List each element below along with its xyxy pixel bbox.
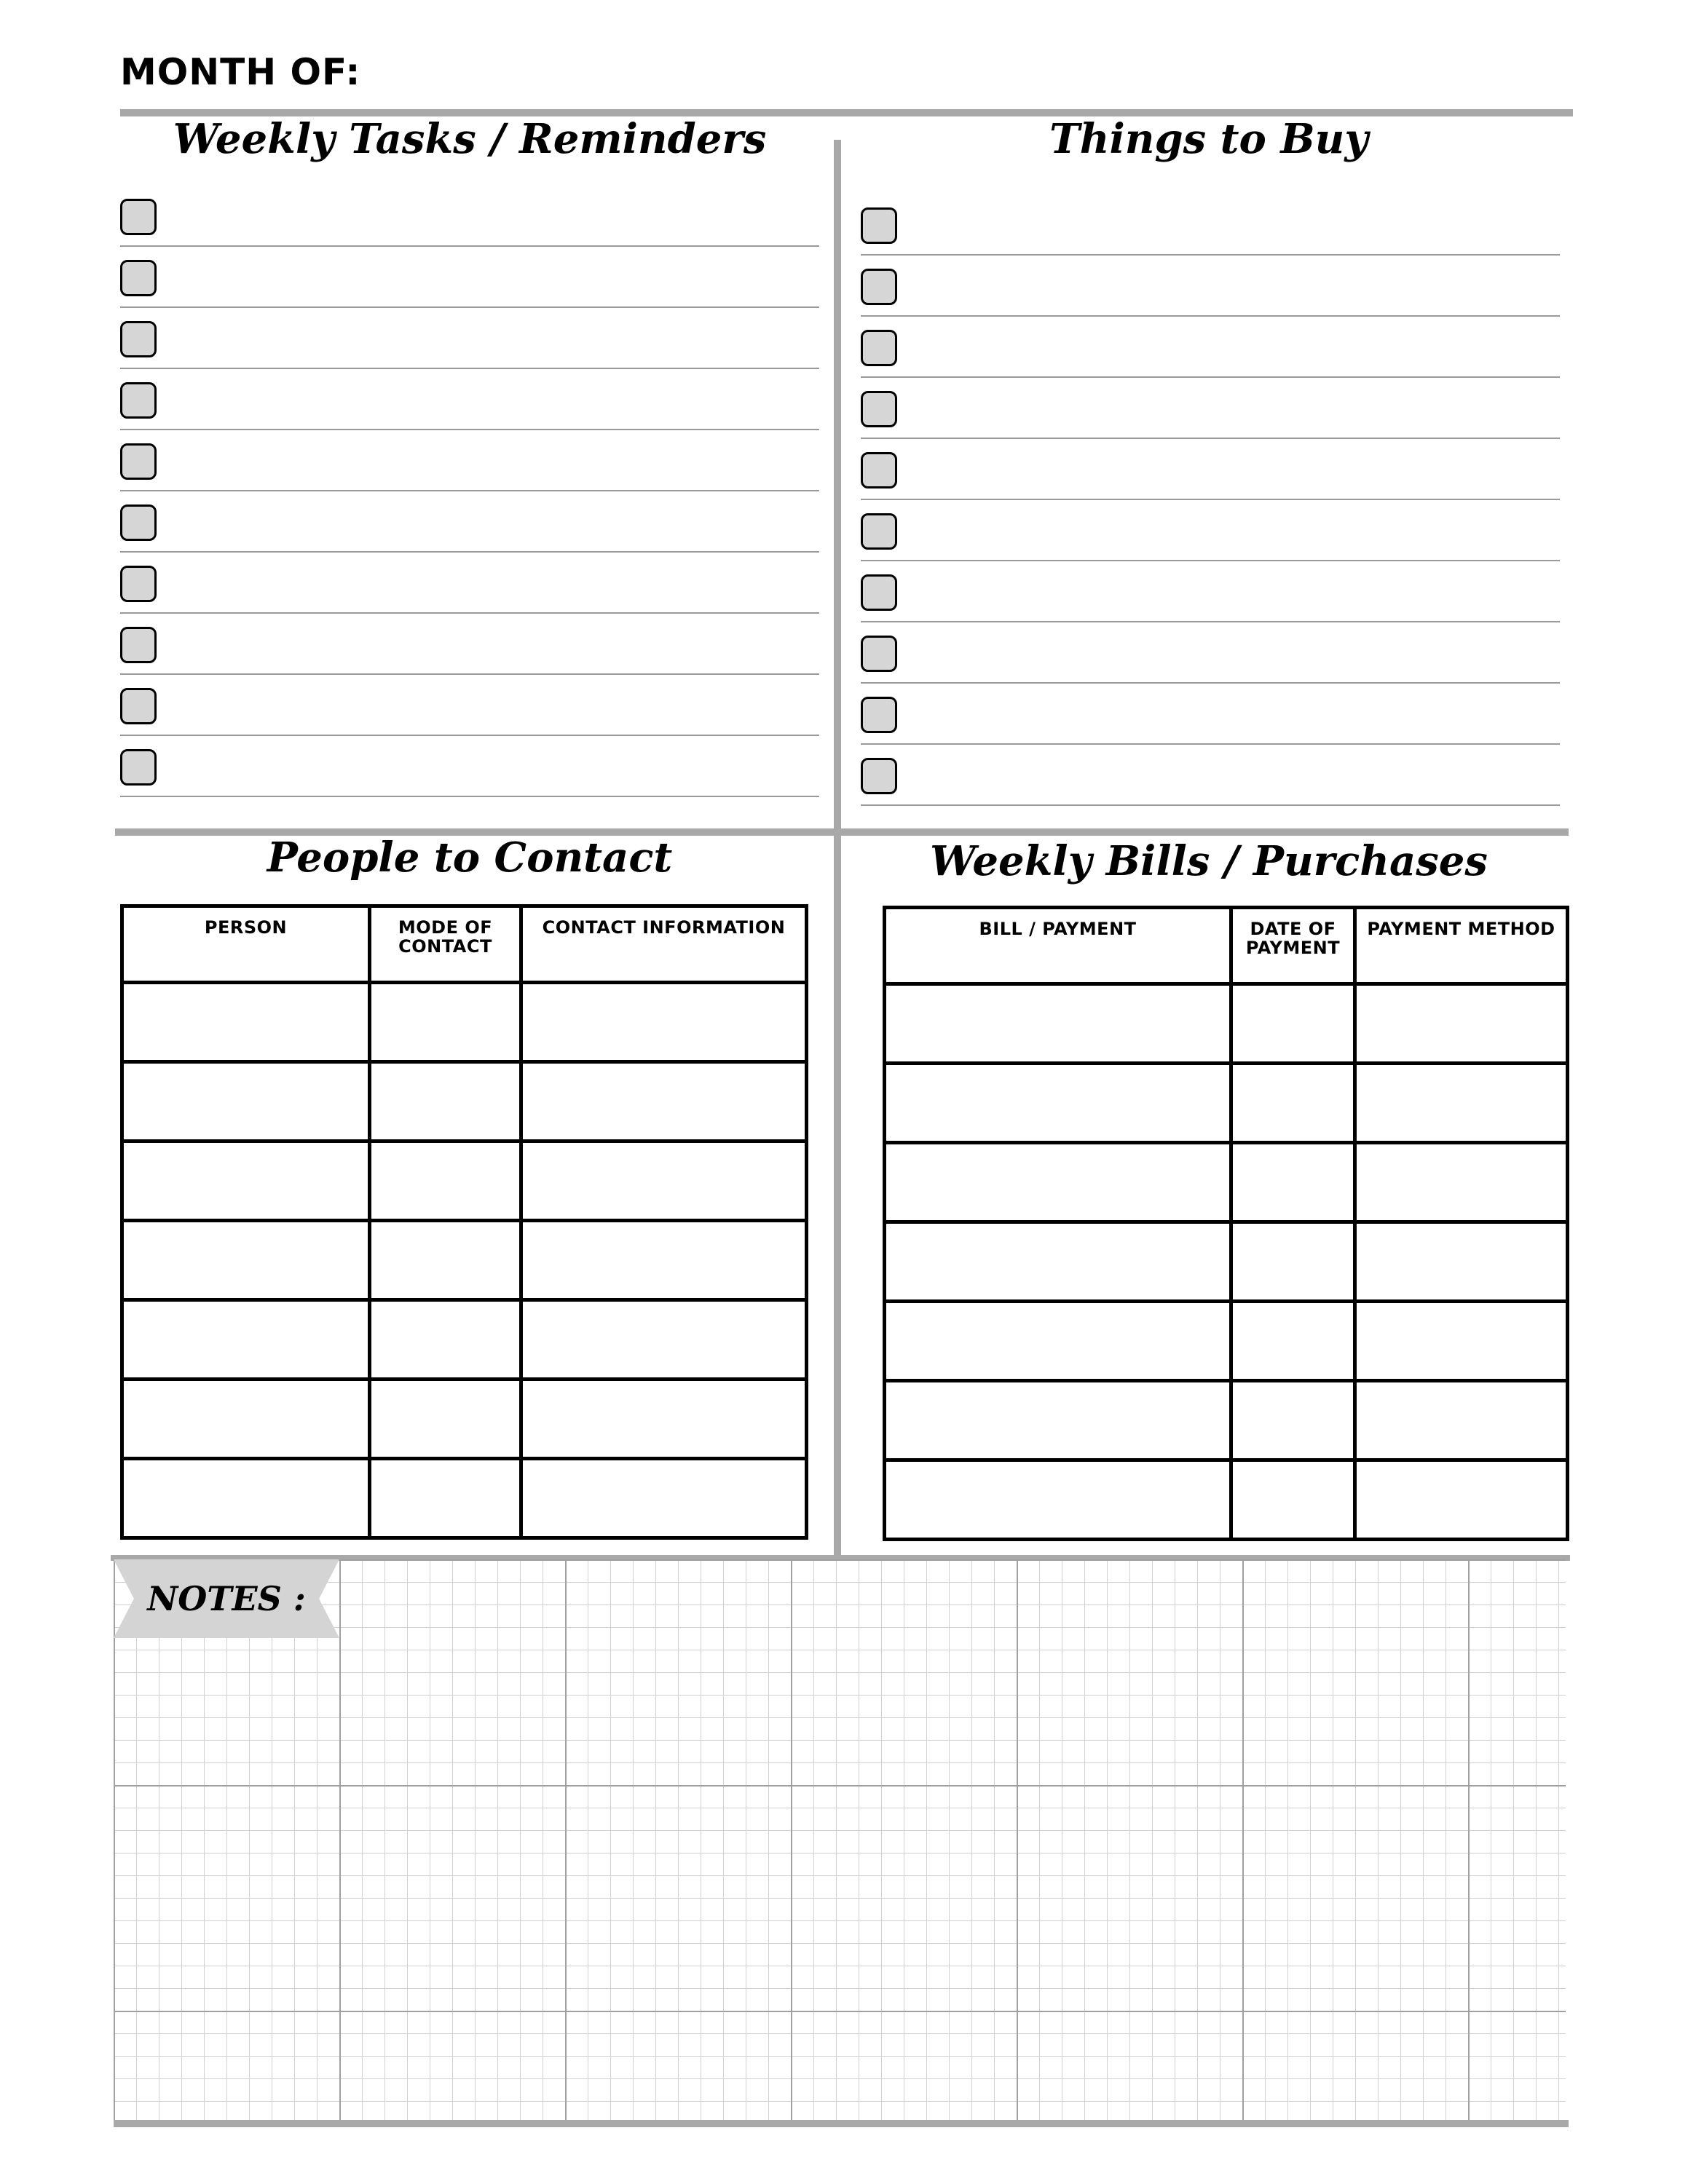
- bills-header-1: DATE OF PAYMENT: [1231, 908, 1355, 984]
- things-to-buy-row[interactable]: [861, 561, 1560, 622]
- people-table-cell[interactable]: [370, 1300, 521, 1380]
- things-to-buy-checkbox[interactable]: [861, 330, 897, 366]
- bills-table-cell[interactable]: [1231, 1143, 1355, 1222]
- things-to-buy-title: Things to Buy: [1049, 115, 1368, 163]
- weekly-task-checkbox[interactable]: [120, 260, 157, 296]
- people-table-cell[interactable]: [521, 1300, 807, 1380]
- weekly-bills-title: Weekly Bills / Purchases: [930, 837, 1488, 885]
- people-table-row: [122, 1221, 807, 1300]
- things-to-buy-checkbox[interactable]: [861, 758, 897, 794]
- center-vertical-divider: [834, 140, 841, 1558]
- people-header-1: MODE OF CONTACT: [370, 906, 521, 983]
- weekly-task-checkbox[interactable]: [120, 749, 157, 786]
- people-table-cell[interactable]: [122, 1300, 370, 1380]
- weekly-task-row[interactable]: [120, 491, 819, 553]
- weekly-task-checkbox[interactable]: [120, 199, 157, 235]
- weekly-task-checkbox[interactable]: [120, 627, 157, 663]
- things-to-buy-row[interactable]: [861, 378, 1560, 439]
- weekly-task-row[interactable]: [120, 247, 819, 308]
- people-to-contact-table: [120, 904, 808, 1540]
- bills-table-cell[interactable]: [885, 1143, 1231, 1222]
- weekly-task-row[interactable]: [120, 614, 819, 675]
- bills-table-cell[interactable]: [1231, 1460, 1355, 1540]
- things-to-buy-checkbox[interactable]: [861, 513, 897, 550]
- bills-table-row: [885, 1302, 1568, 1381]
- things-to-buy-row[interactable]: [861, 622, 1560, 684]
- weekly-task-checkbox[interactable]: [120, 505, 157, 541]
- people-table-cell[interactable]: [122, 1380, 370, 1459]
- bills-table-cell[interactable]: [1355, 984, 1568, 1064]
- weekly-task-row[interactable]: [120, 430, 819, 491]
- things-to-buy-checkbox[interactable]: [861, 636, 897, 672]
- people-table-cell[interactable]: [122, 1459, 370, 1538]
- weekly-task-checkbox[interactable]: [120, 321, 157, 357]
- bills-table-cell[interactable]: [1231, 984, 1355, 1064]
- month-label: MONTH OF:: [120, 51, 361, 93]
- weekly-tasks-title: Weekly Tasks / Reminders: [173, 115, 767, 163]
- bills-table-row: [885, 1460, 1568, 1540]
- people-table-cell[interactable]: [370, 1221, 521, 1300]
- people-table-cell[interactable]: [122, 1142, 370, 1221]
- things-to-buy-row[interactable]: [861, 439, 1560, 500]
- bills-table-cell[interactable]: [1355, 1064, 1568, 1143]
- weekly-task-checkbox[interactable]: [120, 688, 157, 724]
- people-to-contact-title: People to Contact: [267, 834, 673, 882]
- people-table-row: [122, 1142, 807, 1221]
- bills-table-row: [885, 1381, 1568, 1460]
- people-table-cell[interactable]: [521, 983, 807, 1062]
- things-to-buy-row[interactable]: [861, 317, 1560, 378]
- things-to-buy-checkbox[interactable]: [861, 391, 897, 427]
- people-table-cell[interactable]: [370, 1142, 521, 1221]
- weekly-bills-table: [883, 906, 1569, 1541]
- bills-table-row: [885, 984, 1568, 1064]
- bills-header-0: BILL / PAYMENT: [885, 908, 1231, 984]
- things-to-buy-checkbox[interactable]: [861, 207, 897, 244]
- people-table-row: [122, 983, 807, 1062]
- weekly-task-checkbox[interactable]: [120, 443, 157, 480]
- weekly-task-row[interactable]: [120, 369, 819, 430]
- bills-table-cell[interactable]: [885, 1222, 1231, 1302]
- people-table-cell[interactable]: [521, 1142, 807, 1221]
- weekly-task-row[interactable]: [120, 675, 819, 736]
- notes-grid[interactable]: [114, 1559, 1566, 2120]
- people-table-cell[interactable]: [122, 1221, 370, 1300]
- bills-table-cell[interactable]: [885, 1460, 1231, 1540]
- weekly-task-row[interactable]: [120, 553, 819, 614]
- things-to-buy-row[interactable]: [861, 500, 1560, 561]
- people-table-cell[interactable]: [370, 1380, 521, 1459]
- bills-table-cell[interactable]: [885, 984, 1231, 1064]
- bills-table-cell[interactable]: [1355, 1381, 1568, 1460]
- things-to-buy-checkbox[interactable]: [861, 269, 897, 305]
- bills-table-row: [885, 1064, 1568, 1143]
- things-to-buy-checkbox[interactable]: [861, 697, 897, 733]
- bills-table-row: [885, 1222, 1568, 1302]
- bills-table-cell[interactable]: [885, 1381, 1231, 1460]
- things-to-buy-checkbox[interactable]: [861, 452, 897, 488]
- weekly-task-row[interactable]: [120, 186, 819, 247]
- notes-label: NOTES :: [147, 1579, 306, 1618]
- bills-table-cell[interactable]: [1355, 1460, 1568, 1540]
- people-table-cell[interactable]: [370, 1459, 521, 1538]
- weekly-task-checkbox[interactable]: [120, 566, 157, 602]
- bills-table-cell[interactable]: [1355, 1143, 1568, 1222]
- people-table-cell[interactable]: [521, 1380, 807, 1459]
- people-table-cell[interactable]: [370, 983, 521, 1062]
- people-header-2: CONTACT INFORMATION: [521, 906, 807, 983]
- things-to-buy-row[interactable]: [861, 194, 1560, 256]
- people-header-0: PERSON: [122, 906, 370, 983]
- weekly-task-row[interactable]: [120, 736, 819, 797]
- bills-table-cell[interactable]: [1231, 1064, 1355, 1143]
- people-table-cell[interactable]: [521, 1459, 807, 1538]
- bills-table-cell[interactable]: [1231, 1381, 1355, 1460]
- people-table-row: [122, 1300, 807, 1380]
- people-table-row: [122, 1380, 807, 1459]
- people-table-cell[interactable]: [521, 1221, 807, 1300]
- bills-table-cell[interactable]: [885, 1064, 1231, 1143]
- people-table-cell[interactable]: [122, 1062, 370, 1142]
- things-to-buy-checkbox[interactable]: [861, 574, 897, 611]
- notes-bottom-divider: [114, 2120, 1569, 2127]
- bills-table-cell[interactable]: [1355, 1302, 1568, 1381]
- people-table-cell[interactable]: [521, 1062, 807, 1142]
- bills-header-2: PAYMENT METHOD: [1355, 908, 1568, 984]
- things-to-buy-row[interactable]: [861, 256, 1560, 317]
- people-table-row: [122, 1459, 807, 1538]
- people-table-row: [122, 1062, 807, 1142]
- people-table-cell[interactable]: [122, 983, 370, 1062]
- things-to-buy-list: [861, 194, 1560, 806]
- bills-table-row: [885, 1143, 1568, 1222]
- bills-table-cell[interactable]: [1231, 1222, 1355, 1302]
- weekly-tasks-list: [120, 186, 819, 797]
- things-to-buy-row[interactable]: [861, 684, 1560, 745]
- weekly-task-row[interactable]: [120, 308, 819, 369]
- people-table-cell[interactable]: [370, 1062, 521, 1142]
- weekly-task-checkbox[interactable]: [120, 382, 157, 419]
- things-to-buy-row[interactable]: [861, 745, 1560, 806]
- bills-table-cell[interactable]: [885, 1302, 1231, 1381]
- bills-table-cell[interactable]: [1231, 1302, 1355, 1381]
- bills-table-cell[interactable]: [1355, 1222, 1568, 1302]
